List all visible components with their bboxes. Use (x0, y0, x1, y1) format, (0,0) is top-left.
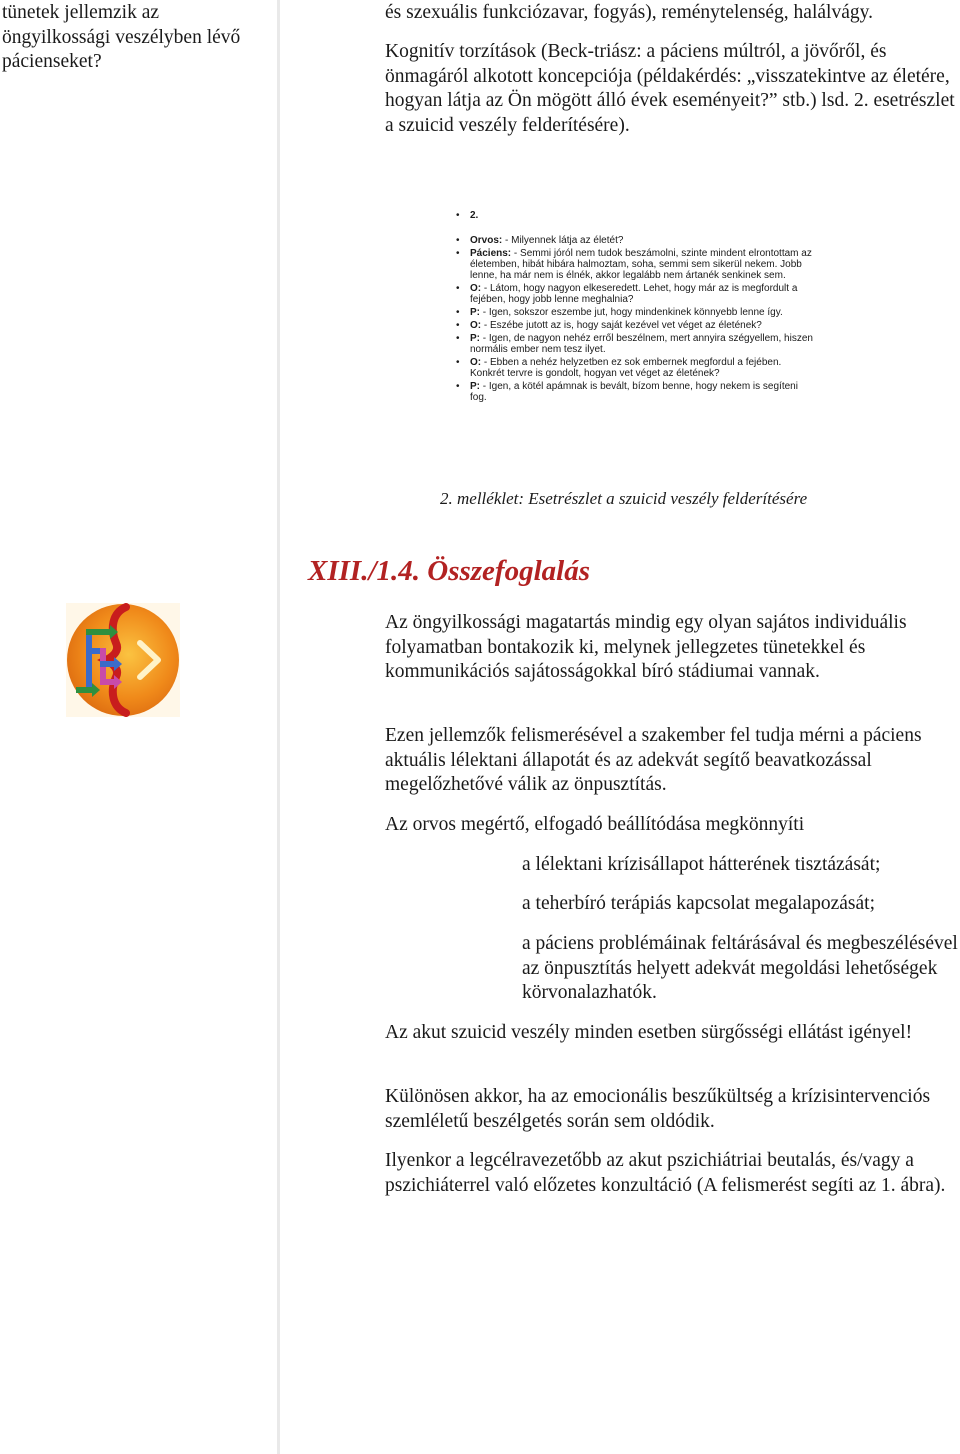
dialog-item (456, 235, 816, 246)
dialog-excerpt (456, 210, 816, 405)
dialog-speaker: P: (470, 307, 480, 318)
dialog-text: - Semmi jóról nem tudok beszámolni, szinte mindent elrontottam az életemben, hibát hibára halmoztam, soha, semmi sem sikerül nekem. Jobb lenne, ha már nem is élnék, akkor legalább nem ártanék senkinek sem. (470, 248, 812, 281)
dialog-item (456, 333, 816, 355)
dialog-speaker: P: (470, 333, 480, 344)
dialog-item (456, 320, 816, 331)
dialog-speaker: 2. (470, 210, 479, 221)
summary-icon (66, 603, 180, 717)
section-title: XIII./1.4. Összefoglalás (308, 555, 590, 587)
dialog-item (456, 210, 816, 221)
column-divider (277, 0, 280, 1454)
dialog-speaker: P: (470, 381, 480, 392)
top-paragraph: Kognitív torzítások (Beck-triász: a páciens múltról, a jövőről, és önmagáról alkotott koncepciója (példakérdés: „visszatekintve az életére, hogyan látja az Ön mögött álló évek eseményeit?” stb.) lsd. 2. esetrészlet a szuicid veszély felderítésére). (385, 41, 955, 136)
summary-indent-3: a páciens problémáinak feltárásával és megbeszélésével az önpusztítás helyett adekvát megoldási lehetőségek körvonalazhatók. (522, 933, 958, 1003)
dialog-speaker: O: (470, 320, 482, 331)
dialog-item (456, 283, 816, 305)
dialog-text: - Igen, a kötél apámnak is bevált, bízom benne, hogy nekem is segíteni fog. (470, 381, 798, 403)
dialog-text: - Milyennek látja az életét? (502, 235, 624, 246)
dialog-text: - Eszébe jutott az is, hogy saját kezével vet véget az életének? (481, 320, 762, 331)
dialog-item (456, 248, 816, 281)
summary-paragraph-2: Ezen jellemzők felismerésével a szakember fel tudja mérni a páciens aktuális lélektani állapotát és az adekvát segítő beavatkozással megelőzhetővé válik az önpusztítás. (385, 725, 922, 795)
dialog-text: - Igen, de nagyon nehéz erről beszélnem, mert annyira szégyellem, hiszen normális ember nem tesz ilyet. (470, 333, 813, 355)
dialog-text: - Ebben a nehéz helyzetben ez sok embernek megfordul a fejében. Konkrét tervre is gondolt, hogyan vet véget az életének? (470, 357, 782, 379)
dialog-speaker: O: (470, 283, 482, 294)
dialog-item (456, 381, 816, 403)
summary-paragraph-3: Az orvos megértő, elfogadó beállítódása megkönnyíti (385, 814, 805, 835)
summary-paragraph-6: Ilyenkor a legcélravezetőbb az akut pszichiátriai beutalás, és/vagy a pszichiáterrel való előzetes konzultáció (A felismerést segíti az 1. ábra). (385, 1150, 946, 1196)
dialog-item (456, 307, 816, 318)
dialog-speaker: Orvos: (470, 235, 503, 246)
summary-paragraph-1: Az öngyilkossági magatartás mindig egy olyan sajátos individuális folyamatban bontakozik ki, melynek jellegzetes tünetekkel és kommunikációs sajátosságokkal bíró stádiumai vannak. (385, 612, 907, 682)
summary-indent-1: a lélektani krízisállapot hátterének tisztázását; (522, 854, 881, 875)
summary-paragraph-5: Különösen akkor, ha az emocionális beszűkültség a krízisintervenciós szemléletű beszélgetés során sem oldódik. (385, 1086, 931, 1132)
top-line: és szexuális funkciózavar, fogyás), reménytelenség, halálvágy. (385, 2, 873, 23)
dialog-text: - Látom, hogy nagyon elkeseredett. Lehet, hogy már az is megfordult a fejében, hogy jobb lenne meghalnia? (470, 283, 798, 305)
dialog-speaker: Páciens: (470, 248, 512, 259)
figure-caption: 2. melléklet: Esetrészlet a szuicid veszély felderítésére (440, 489, 808, 508)
summary-paragraph-4: Az akut szuicid veszély minden esetben sürgősségi ellátást igényel! (385, 1022, 913, 1043)
dialog-item (456, 357, 816, 379)
summary-indent-2: a teherbíró terápiás kapcsolat megalapozását; (522, 893, 875, 914)
dialog-list (456, 210, 816, 403)
sidebar-question: tünetek jellemzik az öngyilkossági veszélyben lévő pácienseket? (2, 2, 241, 72)
dialog-speaker: O: (470, 357, 482, 368)
dialog-text: - Igen, sokszor eszembe jut, hogy mindenkinek könnyebb lenne így. (480, 307, 783, 318)
